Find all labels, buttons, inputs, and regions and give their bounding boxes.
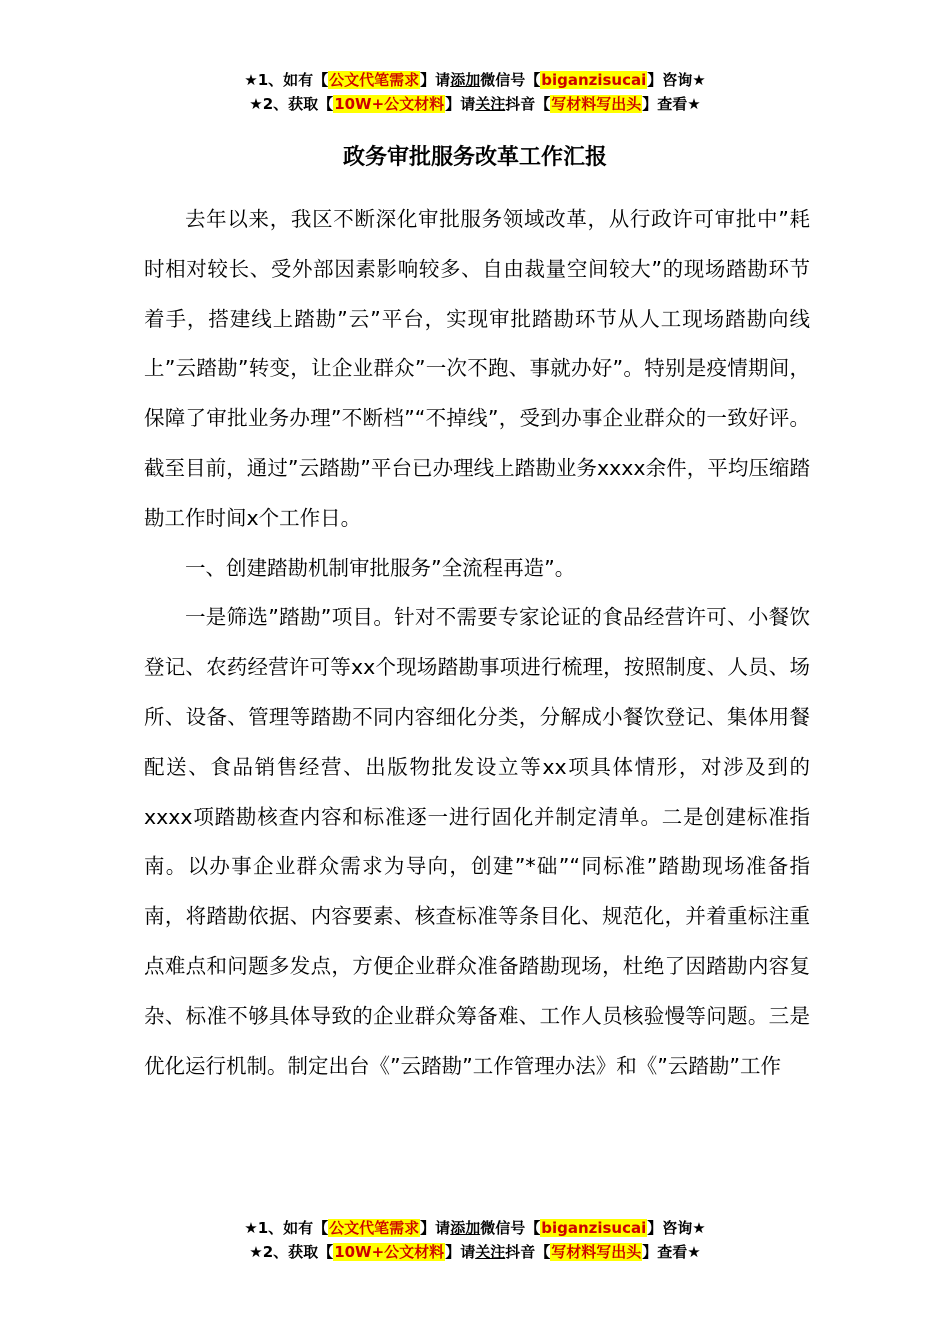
footer-banner — [0, 1216, 950, 1264]
document-title: 政务审批服务改革工作汇报 — [342, 145, 607, 170]
banner-highlight: 公文代笔需求 — [329, 71, 420, 89]
document-body — [144, 195, 810, 1091]
banner-highlight: 10W+公文材料 — [334, 1243, 445, 1261]
paragraph: 去年以来，我区不断深化审批服务领域改革，从行政许可审批中”耗时相对较长、受外部因素影响较多、自由裁量空间较大”的现场踏勘环节着手，搭建线上踏勘”云”平台，实现审批踏勘环节从人工现场踏勘向线上”云踏勘”转变，让企业群众”一次不跑、事就办好”。特别是疫情期间，保障了审批业务办理”不断档”“不掉线”，受到办事企业群众的一致好评。截至目前，通过”云踏勘”平台已办理线上踏勘业务xxxx余件，平均压缩踏勘工作时间x个工作日。 — [144, 207, 810, 530]
banner-line-1: ★1、如有【公文代笔需求】请添加微信号【biganzisucai】咨询★ — [244, 71, 706, 89]
banner-line-2: ★2、获取【10W+公文材料】请关注抖音【写材料写出头】查看★ — [249, 95, 701, 113]
header-banner — [0, 68, 950, 116]
banner-highlight: biganzisucai — [541, 1219, 647, 1237]
paragraph: 一是筛选”踏勘”项目。针对不需要专家论证的食品经营许可、小餐饮登记、农药经营许可等xx个现场踏勘事项进行梳理，按照制度、人员、场所、设备、管理等踏勘不同内容细化分类，分解成小餐饮登记、集体用餐配送、食品销售经营、出版物批发设立等xx项具体情形，对涉及到的xxxx项踏勘核查内容和标准逐一进行固化并制定清单。二是创建标准指南。以办事企业群众需求为导向，创建”*础”“同标准”踏勘现场准备指南，将踏勘依据、内容要素、核查标准等条目化、规范化，并着重标注重点难点和问题多发点，方便企业群众准备踏勘现场，杜绝了因踏勘内容复杂、标准不够具体导致的企业群众筹备难、工作人员核验慢等问题。三是优化运行机制。制定出台《”云踏勘”工作管理办法》和《”云踏勘”工作 — [144, 605, 810, 1078]
paragraph: 一、创建踏勘机制审批服务”全流程再造”。 — [185, 555, 576, 580]
banner-highlight: biganzisucai — [541, 71, 647, 89]
banner-highlight: 10W+公文材料 — [334, 95, 445, 113]
banner-line-2: ★2、获取【10W+公文材料】请关注抖音【写材料写出头】查看★ — [249, 1243, 701, 1261]
banner-highlight: 写材料写出头 — [551, 1243, 642, 1261]
banner-highlight: 写材料写出头 — [551, 95, 642, 113]
banner-highlight: 公文代笔需求 — [329, 1219, 420, 1237]
banner-line-1: ★1、如有【公文代笔需求】请添加微信号【biganzisucai】咨询★ — [244, 1219, 706, 1237]
